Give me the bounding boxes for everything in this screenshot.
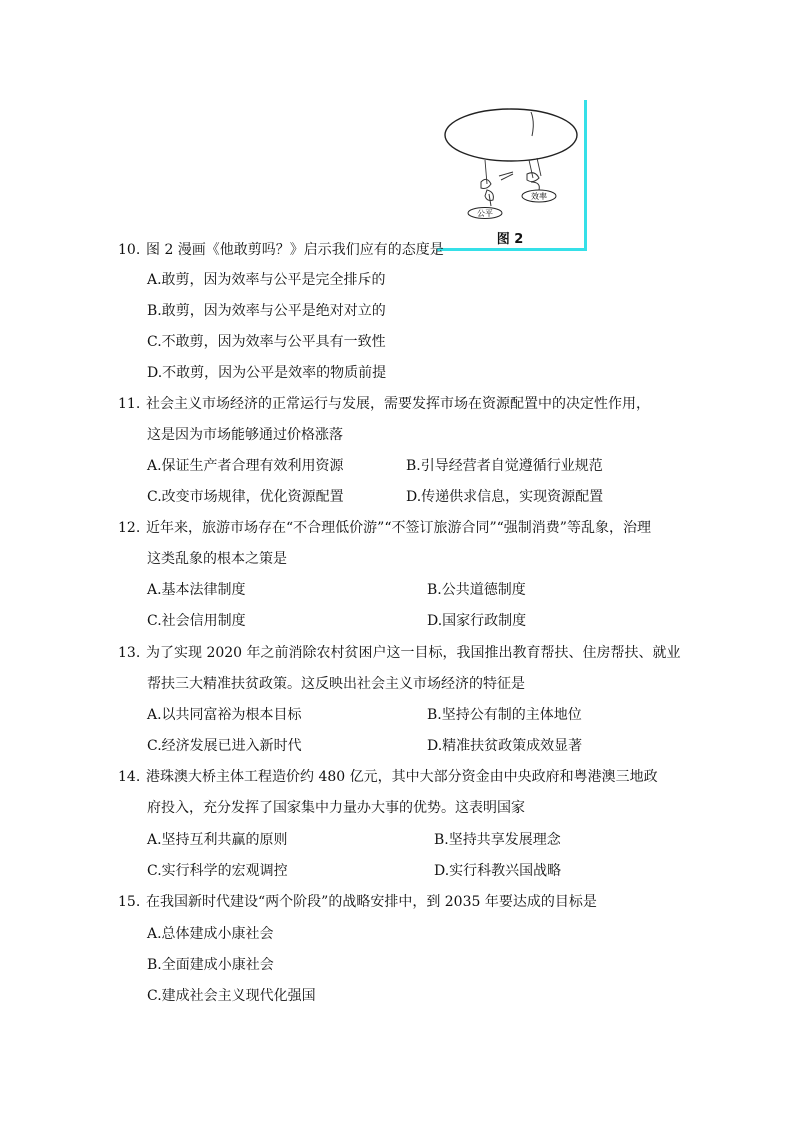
question-11 [118,394,650,414]
question-number: 11. [118,396,141,412]
cartoon-illustration [439,102,583,226]
fairness-label: 公平 [477,209,493,218]
figure-caption: 图 2 [496,232,524,247]
option-d: D.不敢剪，因为公平是效率的物质前提 [147,365,387,381]
option-c: C.改变市场规律，优化资源配置 [147,489,344,505]
option-b: B.公共道德制度 [427,582,526,598]
question-number: 12. [118,520,141,536]
option-a: A.基本法律制度 [147,582,246,598]
option-c: C.社会信用制度 [147,613,246,629]
option-b: B.引导经营者自觉遵循行业规范 [406,458,603,474]
question-stem-continued: 这类乱象的根本之策是 [147,551,287,567]
option-a: A.总体建成小康社会 [147,926,274,942]
question-stem: 在我国新时代建设“两个阶段”的战略安排中，到 2035 年要达成的目标是 [146,894,597,910]
question-15 [118,892,597,912]
question-stem: 港珠澳大桥主体工程造价约 480 亿元，其中大部分资金由中央政府和粤港澳三地政 [146,769,658,785]
option-d: D.国家行政制度 [427,613,527,629]
option-a: A.敢剪，因为效率与公平是完全排斥的 [147,272,386,288]
option-a: A.以共同富裕为根本目标 [147,707,302,723]
option-c: C.实行科学的宏观调控 [147,863,288,879]
option-c: C.建成社会主义现代化强国 [147,988,316,1004]
question-12 [118,518,651,538]
option-b: B.敢剪，因为效率与公平是绝对对立的 [147,303,386,319]
question-stem: 图 2 漫画《他敢剪吗？》启示我们应有的态度是 [146,242,444,258]
option-b: B.坚持公有制的主体地位 [427,707,582,723]
option-b: B.全面建成小康社会 [147,957,274,973]
question-number: 15. [118,894,141,910]
option-c: C.经济发展已进入新时代 [147,738,302,754]
option-d: D.精准扶贫政策成效显著 [427,738,583,754]
option-d: D.实行科教兴国战略 [434,863,562,879]
question-13 [118,643,681,663]
question-stem-continued: 府投入，充分发挥了国家集中力量办大事的优势。这表明国家 [147,800,525,816]
cartoon-figure [437,100,589,253]
question-number: 14. [118,769,141,785]
option-d: D.传递供求信息，实现资源配置 [406,489,604,505]
question-number: 13. [118,645,141,661]
question-stem: 社会主义市场经济的正常运行与发展，需要发挥市场在资源配置中的决定性作用， [146,396,650,412]
option-a: A.坚持互利共赢的原则 [147,832,288,848]
question-number: 10. [118,242,141,258]
question-stem: 近年来，旅游市场存在“不合理低价游”“不签订旅游合同”“强制消费”等乱象，治理 [146,520,651,536]
question-stem-continued: 帮扶三大精准扶贫政策。这反映出社会主义市场经济的特征是 [147,676,525,692]
option-a: A.保证生产者合理有效利用资源 [147,458,344,474]
question-stem-continued: 这是因为市场能够通过价格涨落 [147,427,343,443]
question-14 [118,767,658,787]
question-10 [118,240,444,260]
option-b: B.坚持共享发展理念 [434,832,561,848]
efficiency-label: 效率 [531,192,547,201]
question-stem: 为了实现 2020 年之前消除农村贫困户这一目标，我国推出教育帮扶、住房帮扶、就业 [146,645,681,661]
option-c: C.不敢剪，因为效率与公平具有一致性 [147,334,386,350]
